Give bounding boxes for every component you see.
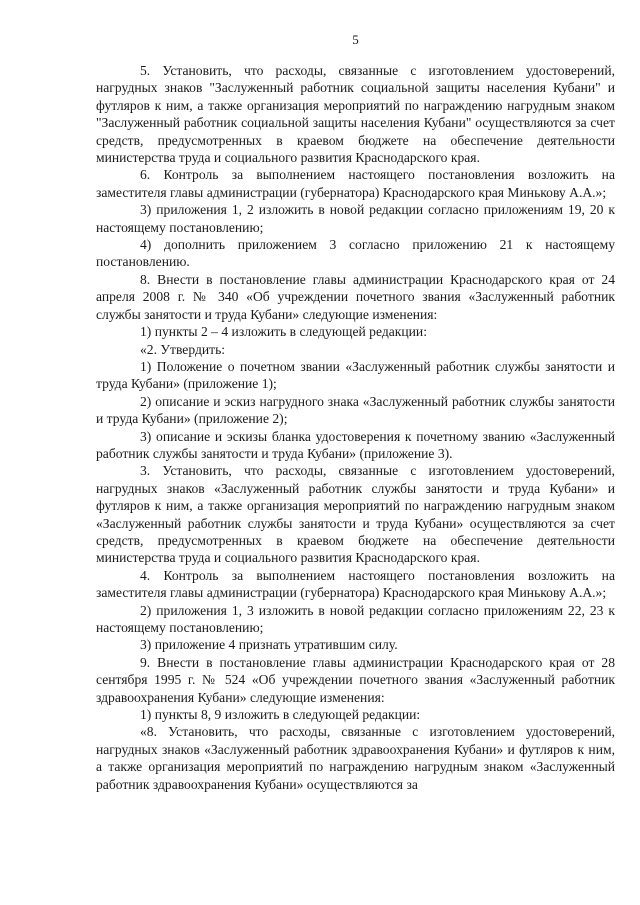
- paragraph-2-approve: «2. Утвердить:: [140, 341, 226, 357]
- paragraph-1-points: 1) пункты 2 – 4 изложить в следующей редакции:: [140, 324, 427, 340]
- paragraph-9-amend: 9. Внести в постановление главы администрации Краснодарского края от 28 сентября 1995 г. № 524 «Об учреждении почетного звания «Заслуженный работник здравоохранения Кубани» следующие изменения:: [96, 654, 615, 705]
- paragraph-2-badge-description: 2) описание и эскиз нагрудного знака «Заслуженный работник службы занятости и труда Кубани» (приложение 2);: [96, 393, 615, 427]
- paragraph-8-expenses: «8. Установить, что расходы, связанные с изготовлением удостоверений, нагрудных знаков «Заслуженный работник здравоохранения Кубани» и футляров к ним, а также организация мероприятий по награждению нагрудным знаком «Заслуженный работник здравоохранения Кубани» осуществляются за: [96, 724, 615, 792]
- paragraph-3-appendices: 3) приложения 1, 2 изложить в новой редакции согласно приложениям 19, 20 к настоящему постановлению;: [96, 202, 615, 235]
- paragraph-4-control: 4. Контроль за выполнением настоящего постановления возложить на заместителя главы администрации (губернатора) Краснодарского края Минькову А.А.»;: [96, 567, 615, 601]
- paragraph-1-points-8-9: 1) пункты 8, 9 изложить в следующей редакции:: [140, 707, 421, 723]
- paragraph-6-control: 6. Контроль за выполнением настоящего постановления возложить на заместителя главы администрации (губернатора) Краснодарского края Минькову А.А.»;: [96, 167, 615, 200]
- document-page: [96, 0, 615, 905]
- paragraph-4-supplement: 4) дополнить приложением 3 согласно приложению 21 к настоящему постановлению.: [96, 237, 615, 270]
- paragraph-3-expenses: 3. Установить, что расходы, связанные с изготовлением удостоверений, нагрудных знаков «Заслуженный работник службы занятости и труда Кубани» и футляров к ним, а также организация мероприятий по награждению нагрудным знаком «Заслуженный работник службы занятости и труда Кубани» осуществляются за счет средств, предусмотренных в краевом бюджете на обеспечение деятельности министерства труда и социального развития Краснодарского края.: [96, 463, 615, 566]
- paragraph-3-repeal: 3) приложение 4 признать утратившим силу.: [140, 637, 398, 653]
- paragraph-2-appendices: 2) приложения 1, 3 изложить в новой редакции согласно приложениям 22, 23 к настоящему постановлению;: [96, 602, 615, 635]
- paragraph-5-expenses: 5. Установить, что расходы, связанные с изготовлением удостоверений, нагрудных знаков "Заслуженный работник социальной защиты населения Кубани" и футляров к ним, а также организация мероприятий по награждению нагрудным знаком "Заслуженный работник социальной защиты населения Кубани" осуществляются за счет средств, предусмотренных в краевом бюджете на обеспечение деятельности министерства труда и социального развития Краснодарского края.: [96, 63, 615, 166]
- paragraph-3-certificate-description: 3) описание и эскизы бланка удостоверения к почетному званию «Заслуженный работник службы занятости и труда Кубани» (приложение 3).: [96, 428, 615, 461]
- paragraph-1-regulation: 1) Положение о почетном звании «Заслуженный работник службы занятости и труда Кубани» (приложение 1);: [96, 358, 615, 392]
- page-number: 5: [352, 32, 359, 47]
- paragraph-8-amend: 8. Внести в постановление главы администрации Краснодарского края от 24 апреля 2008 г. № 340 «Об учреждении почетного звания «Заслуженный работник службы занятости и труда Кубани» следующие изменения:: [96, 271, 615, 322]
- document-body: [96, 62, 615, 793]
